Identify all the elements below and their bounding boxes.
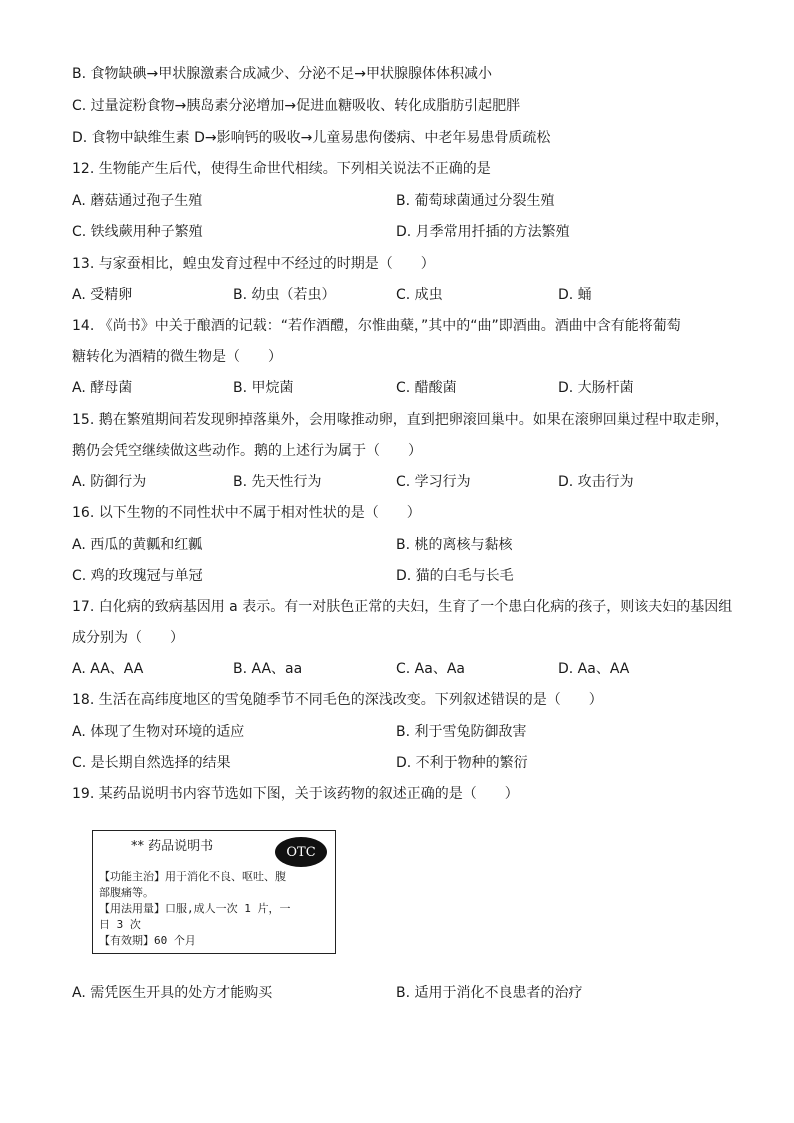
q14-option-a: A. 酵母菌: [72, 380, 133, 396]
drug-leaflet-figure: [92, 830, 336, 954]
q18-option-d: D. 不利于物种的繁衍: [396, 755, 528, 771]
leaflet-indication-line1: 【功能主治】用于消化不良、呕吐、腹: [99, 870, 286, 883]
q12-option-d: D. 月季常用扦插的方法繁殖: [396, 224, 570, 240]
q18-stem: 18. 生活在高纬度地区的雪兔随季节不同毛色的深浅改变。下列叙述错误的是（ ）: [72, 692, 603, 708]
q11-option-b: B. 食物缺碘→甲状腺激素合成减少、分泌不足→甲状腺腺体体积减小: [72, 66, 492, 82]
q15-stem-line1: 15. 鹅在繁殖期间若发现卵掉落巢外，会用喙推动卵，直到把卵滚回巢中。如果在滚卵回巢过程中取走卵，: [72, 412, 729, 428]
q16-option-d: D. 猫的白毛与长毛: [396, 568, 514, 584]
q16-option-c: C. 鸡的玫瑰冠与单冠: [72, 568, 203, 584]
q19-option-a: A. 需凭医生开具的处方才能购买: [72, 985, 273, 1001]
q12-option-a: A. 蘑菇通过孢子生殖: [72, 193, 203, 209]
q18-option-c: C. 是长期自然选择的结果: [72, 755, 231, 771]
otc-badge: OTC: [275, 837, 327, 867]
q15-stem-line2: 鹅仍会凭空继续做这些动作。鹅的上述行为属于（ ）: [72, 443, 422, 459]
leaflet-title: ** 药品说明书: [131, 839, 214, 854]
leaflet-body: [99, 869, 331, 949]
q17-option-b: B. AA、aa: [233, 661, 303, 677]
q19-option-b: B. 适用于消化不良患者的治疗: [396, 985, 583, 1001]
q18-option-a: A. 体现了生物对环境的适应: [72, 724, 245, 740]
q17-option-c: C. Aa、Aa: [396, 661, 465, 677]
q11-option-d: D. 食物中缺维生素 D→影响钙的吸收→儿童易患佝偻病、中老年易患骨质疏松: [72, 130, 551, 146]
q17-option-a: A. AA、AA: [72, 661, 144, 677]
q15-option-a: A. 防御行为: [72, 474, 147, 490]
q13-option-c: C. 成虫: [396, 287, 443, 303]
q16-option-a: A. 西瓜的黄瓤和红瓤: [72, 537, 203, 553]
q12-option-b: B. 葡萄球菌通过分裂生殖: [396, 193, 555, 209]
q12-stem: 12. 生物能产生后代，使得生命世代相续。下列相关说法不正确的是: [72, 161, 491, 177]
q14-option-c: C. 醋酸菌: [396, 380, 457, 396]
q13-option-d: D. 蛹: [558, 287, 592, 303]
q12-option-c: C. 铁线蕨用种子繁殖: [72, 224, 203, 240]
leaflet-dosage-line2: 日 3 次: [99, 918, 141, 931]
q18-option-b: B. 利于雪兔防御敌害: [396, 724, 527, 740]
q13-stem: 13. 与家蚕相比，蝗虫发育过程中不经过的时期是（ ）: [72, 256, 435, 272]
q14-stem-line2: 糖转化为酒精的微生物是（ ）: [72, 349, 282, 365]
q14-stem-line1: 14. 《尚书》中关于酿酒的记载：“若作酒醴，尔惟曲蘖，”其中的“曲”即酒曲。酒曲中含有能将葡萄: [72, 318, 681, 334]
q15-option-b: B. 先天性行为: [233, 474, 322, 490]
leaflet-indication-line2: 部腹痛等。: [99, 886, 154, 899]
q17-option-d: D. Aa、AA: [558, 661, 630, 677]
leaflet-dosage-line1: 【用法用量】口服,成人一次 1 片，一: [99, 902, 291, 915]
q15-option-c: C. 学习行为: [396, 474, 471, 490]
leaflet-expiry: 【有效期】60 个月: [99, 934, 196, 947]
q16-option-b: B. 桃的离核与黏核: [396, 537, 513, 553]
q17-stem-line1: 17. 白化病的致病基因用 a 表示。有一对肤色正常的夫妇，生育了一个患白化病的孩子，则该夫妇的基因组: [72, 599, 733, 615]
q13-option-b: B. 幼虫（若虫）: [233, 287, 336, 303]
q14-option-d: D. 大肠杆菌: [558, 380, 634, 396]
q14-option-b: B. 甲烷菌: [233, 380, 294, 396]
q17-stem-line2: 成分别为（ ）: [72, 630, 184, 646]
q16-stem: 16. 以下生物的不同性状中不属于相对性状的是（ ）: [72, 505, 421, 521]
q19-stem: 19. 某药品说明书内容节选如下图，关于该药物的叙述正确的是（ ）: [72, 786, 519, 802]
q15-option-d: D. 攻击行为: [558, 474, 634, 490]
q11-option-c: C. 过量淀粉食物→胰岛素分泌增加→促进血糖吸收、转化成脂肪引起肥胖: [72, 98, 521, 114]
q13-option-a: A. 受精卵: [72, 287, 133, 303]
